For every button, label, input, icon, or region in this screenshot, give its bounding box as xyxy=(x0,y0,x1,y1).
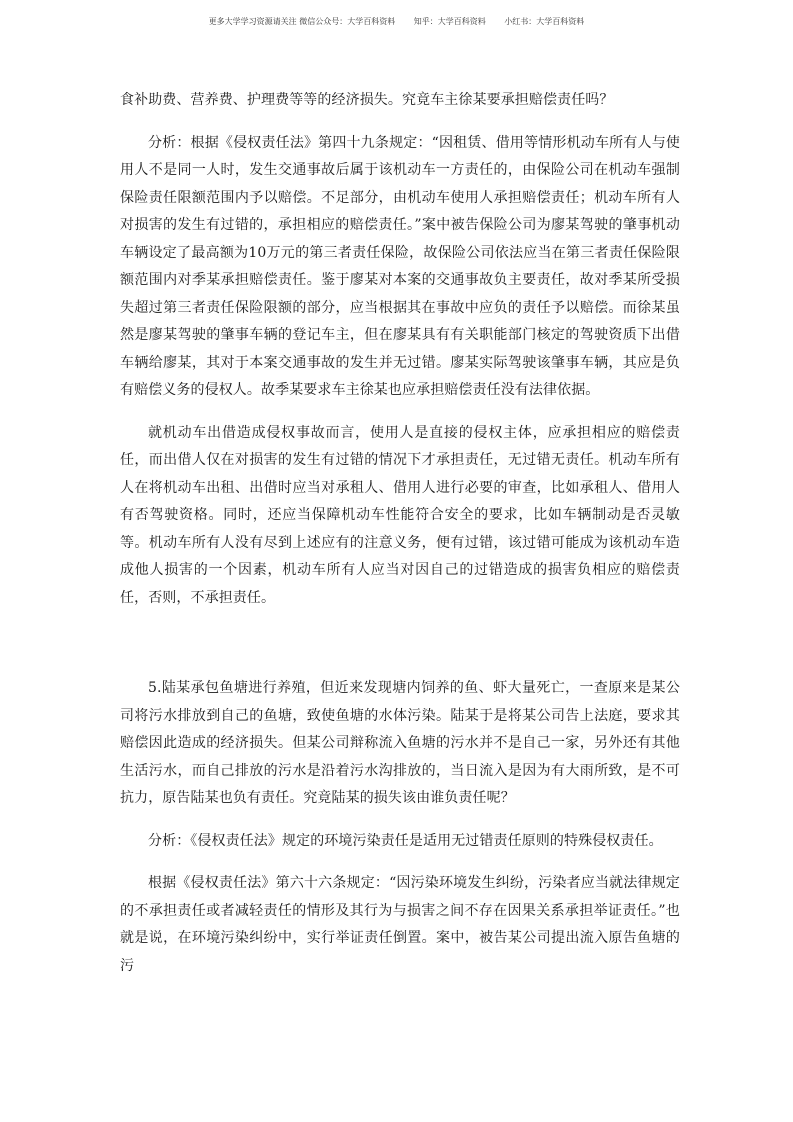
paragraph-analysis-1: 分析：根据《侵权责任法》第四十九条规定：“因租赁、借用等情形机动车所有人与使用人不是同一人时，发生交通事故后属于该机动车一方责任的，由保险公司在机动车强制保险责任限额范围内予以赔偿。不足部分，由机动车使用人承担赔偿责任；机动车所有人对损害的发生有过错的，承担相应的赔偿责任。”案中被告保险公司为廖某驾驶的肇事机动车辆设定了最高额为10万元的第三者责任保险，故保险公司依法应当在第三者责任保险限额范围内对季某承担赔偿责任。鉴于廖某对本案的交通事故负主要责任，故对季某所受损失超过第三者责任保险限额的部分，应当根据其在事故中应负的责任予以赔偿。而徐某虽然是廖某驾驶的肇事车辆的登记车主，但在廖某具有有关职能部门核定的驾驶资质下出借车辆给廖某，其对于本案交通事故的发生并无过错。廖某实际驾驶该肇事车辆，其应是负有赔偿义务的侵权人。故季某要求车主徐某也应承担赔偿责任没有法律依据。 xyxy=(120,134,680,398)
header-zhihu-note: 知乎：大学百科资料 xyxy=(413,17,486,26)
paragraph-case-5: 5.陆某承包鱼塘进行养殖，但近来发现塘内饲养的鱼、虾大量死亡，一查原来是某公司将污水排放到自己的鱼塘，致使鱼塘的水体污染。陆某于是将某公司告上法庭，要求其赔偿因此造成的经济损失。但某公司辩称流入鱼塘的污水并不是自己一家，另外还有其他生活污水，而自己排放的污水是沿着污水沟排放的，当日流入是因为有大雨所致，是不可抗力，原告陆某也负有责任。究竟陆某的损失该由谁负责任呢？ xyxy=(120,680,680,806)
section-spacer xyxy=(120,627,680,675)
document-body xyxy=(120,87,680,995)
page-header xyxy=(0,16,793,27)
paragraph-article-66: 根据《侵权责任法》第六十六条规定：“因污染环境发生纠纷，污染者应当就法律规定的不承担责任或者减轻责任的情形及其行为与损害之间不存在因果关系承担举证责任。”也就是说，在环境污染纠纷中，实行举证责任倒置。案中，被告某公司提出流入原告鱼塘的污 xyxy=(120,875,680,974)
paragraph-analysis-2: 分析：《侵权责任法》规定的环境污染责任是适用无过错责任原则的特殊侵权责任。 xyxy=(148,832,663,849)
header-wechat-note: 更多大学学习资源请关注 微信公众号：大学百科资料 xyxy=(208,17,396,26)
paragraph-commentary: 就机动车出借造成侵权事故而言，使用人是直接的侵权主体，应承担相应的赔偿责任，而出借人仅在对损害的发生有过错的情况下才承担责任，无过错无责任。机动车所有人在将机动车出租、出借时应当对承租人、借用人进行必要的审查，比如承租人、借用人有否驾驶资格。同时，还应当保障机动车性能符合安全的要求，比如车辆制动是否灵敏等。机动车所有人没有尽到上述应有的注意义务，便有过错，该过错可能成为该机动车造成他人损害的一个因素，机动车所有人应当对因自己的过错造成的损害负相应的赔偿责任，否则，不承担责任。 xyxy=(120,424,680,606)
paragraph-continuation: 食补助费、营养费、护理费等等的经济损失。究竟车主徐某要承担赔偿责任吗？ xyxy=(120,92,614,108)
header-xiaohongshu-note: 小红书：大学百科资料 xyxy=(504,17,585,26)
